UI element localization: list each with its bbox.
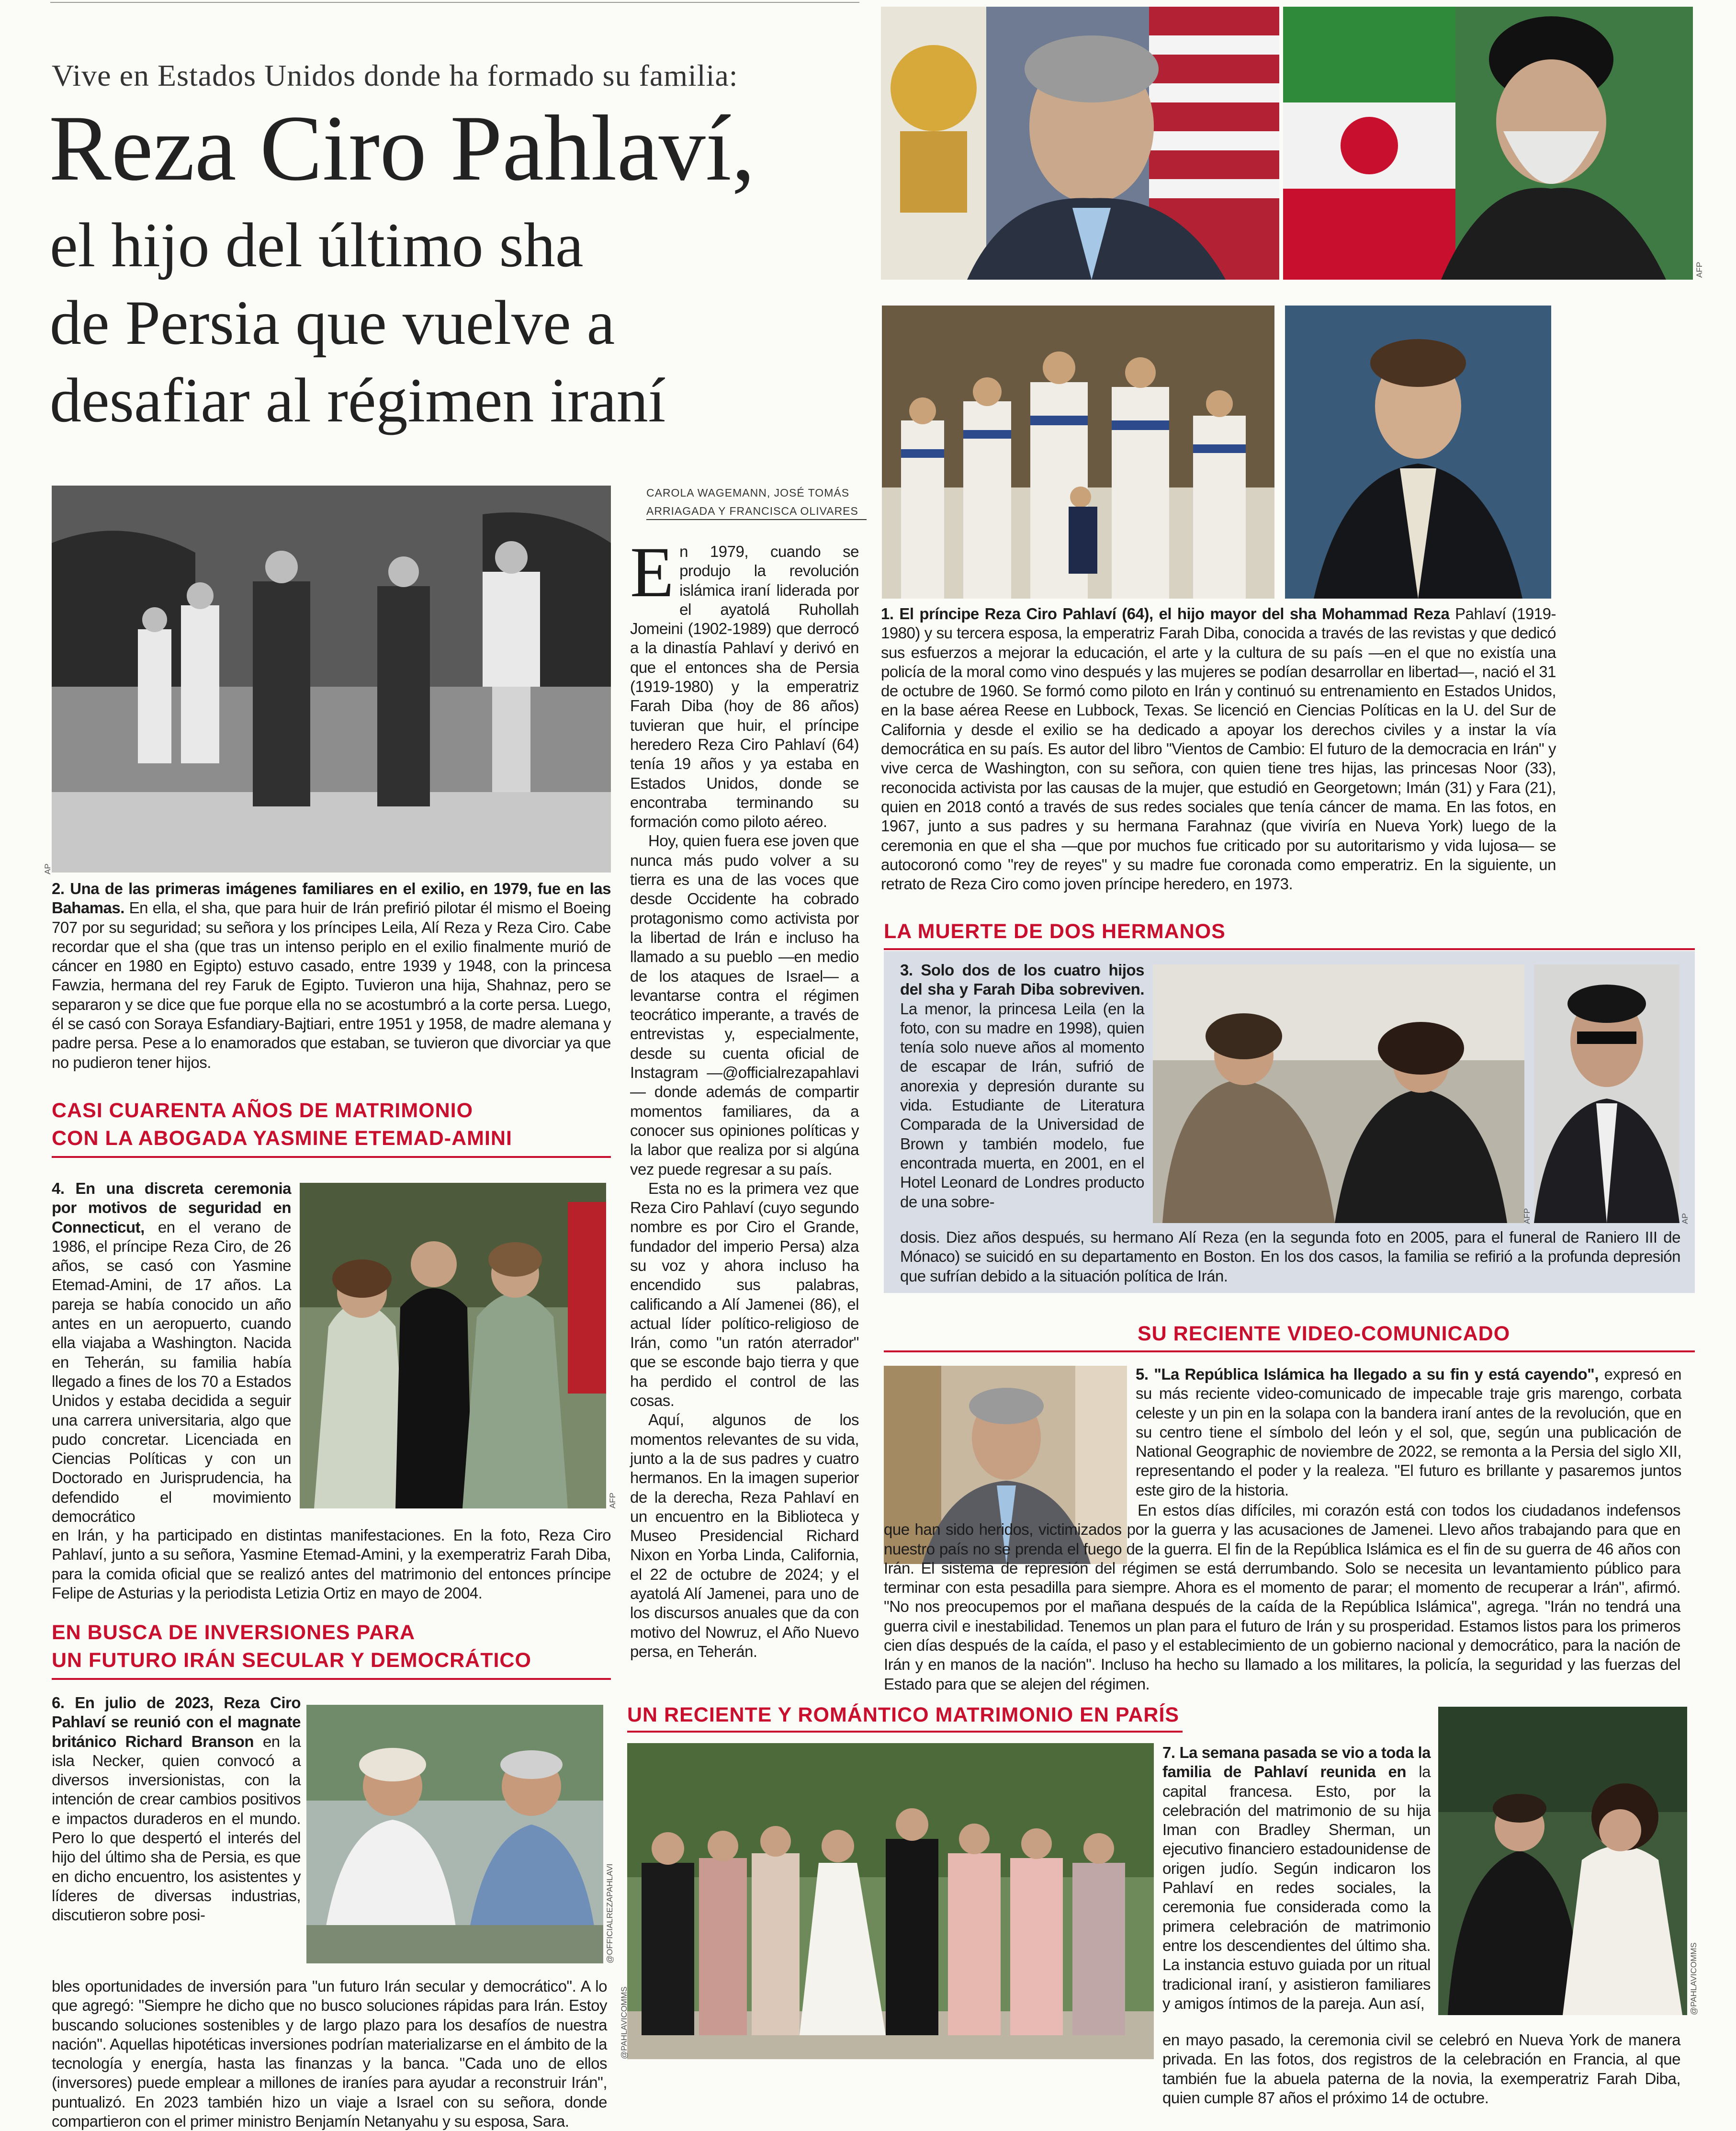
section-title-marriage-2: CON LA ABOGADA YASMINE ETEMAD-AMINI [52, 1127, 512, 1150]
section-rule-video [884, 1350, 1695, 1352]
photo-khamenei [1283, 7, 1693, 280]
section-title-siblings: LA MUERTE DE DOS HERMANOS [884, 920, 1226, 943]
photo-leila-farah-1998 [1153, 964, 1524, 1223]
section-title-video: SU RECIENTE VIDEO-COMUNICADO [1138, 1322, 1511, 1345]
section-rule-marriage [52, 1156, 611, 1158]
caption-4-narrow [52, 1179, 291, 1526]
photo-coronation-1967 [882, 306, 1274, 599]
caption-2-lead: 2. Una de las primeras imágenes familiares en el exilio, en 1979, fue en las Bahamas. [52, 880, 611, 917]
caption-6-text: en la isla Necker, quien convocó a diversos inversionistas, con la intención de crear cambios positivos e impactos duraderos en el mundo. Pero lo que despertó el interés del hijo del último sha de Persia, es que en dicho encuentro, los asistentes y líderes de diversas industrias, discutieron sobre posi- [52, 1732, 301, 1924]
caption-1 [881, 604, 1556, 894]
main-story-p3: Esta no es la primera vez que Reza Ciro Pahlaví (cuyo segundo nombre es por Ciro el Grande, fundador del imperio Persa) alza su voz y ahora incluso ha encendido sus palabras, calificando a Alí Jamenei (86), el actual líder político-religioso de Irán, como "un ratón aterrador" que se esconde bajo tierra y que ha perdido el control de las cosas. [630, 1179, 859, 1410]
photo-wedding-couple [1438, 1707, 1687, 2015]
credit-afp-top: AFP [1695, 261, 1704, 278]
top-rule [50, 2, 859, 3]
caption-6-lead: 6. En julio de 2023, Reza Ciro Pahlaví se reunió con el magnate británico Richard Branson [52, 1694, 301, 1750]
caption-5-text: expresó en su más reciente video-comunicado de impecable traje gris marengo, corbata celeste y un pin en la solapa con la bandera iraní antes de la revolución, que en su centro tiene el símbolo del león y el sol, que, según una publicación de National Geographic de noviembre de 2022, se remonta a la Persia del siglo XII, representando el poder y la realeza. "El futuro es brillante y pasaremos juntos este giro de la historia. [1136, 1365, 1681, 1499]
caption-7-lead: 7. La semana pasada se vio a toda la familia de Pahlaví reunida en [1162, 1744, 1431, 1781]
photo-branson-necker [306, 1705, 603, 1963]
section-rule-investment [52, 1678, 611, 1680]
headline-line-1: Reza Ciro Pahlaví, [49, 96, 755, 200]
main-story-p2: Hoy, quien fuera ese joven que nunca más pudo volver a su tierra es una de las voces que desde Occidente ha cobrado protagonismo como activista por la libertad de Irán e incluso ha llamado a su pueblo —en medio de los ataques de Israel— a levantarse contra el régimen teocrático imperante, a través de entrevistas y, especialmente, desde su cuenta oficial de Instagram —@officialrezapahlavi— donde además de compartir momentos familiares, da a conocer sus opiniones políticas y la labor que realiza por si algúna vez puede regresar a su país. [630, 832, 859, 1178]
dropcap: E [630, 533, 674, 612]
caption-6-wide: bles oportunidades de inversión para "un futuro Irán secular y democrático". A lo que agregó: "Siempre he dicho que no busco soluciones rápidas para Irán. Estoy buscando soluciones sostenibles y de largo plazo para los desafíos de nuestra nación". Aquellas hipotéticas inversiones podrían materializarse en el ámbito de la tecnología y energía, hasta las finanzas y la banca. "Cada uno de ellos (inversores) puede emplear a millones de iraníes para ayudar a reconstruir Irán", puntualizó. En 2023 también hizo un viaje a Israel con su señora, donde compartieron con el primer ministro Benjamín Netanyahu y su esposa, Sara. [52, 1977, 607, 2131]
credit-pahlavicomms-2: @PAHLAVICOMMS [1689, 1942, 1698, 2015]
caption-5-wide: En estos días difíciles, mi corazón está con todos los ciudadanos indefensos que han sido heridos, victimizados por la guerra y las acusaciones de Jamenei. Llevo años trabajando para que en nuestro país no se prenda el fuego de la guerra. El fin de la República Islámica es el fin de su guerra de 46 años con Irán. El sistema de represión del régimen se está derrumbando. Solo se necesita un levantamiento público para terminar con esta pesadilla para siempre. Ahora es el momento de parar; el momento de recuperar a Irán", afirmó. "No nos preocupemos por el mañana después de la caída de la República Islámica", agrega. "Irán no tendrá una guerra civil e inestabilidad. Tenemos un plan para el futuro de Irán y su prosperidad. Estamos listos para los primeros cien días después de la caída, el paso y el establecimiento de un gobierno nacional y democrático, para la nación de Irán y en manos de la nación". Incluso ha hecho su llamado a los militares, la policía, la seguridad y las fuerzas del Estado para que se alejen del régimen. [884, 1501, 1680, 1693]
caption-1-text: Pahlaví (1919-1980) y su tercera esposa, la emperatriz Farah Diba, conocida a través de las revistas y que dedicó sus esfuerzos a mejorar la educación, el arte y la cultura de su país —en el que no existía una policía de la moral como vino después y las mujeres se podían desarrollar en libertad—, nació el 31 de octubre de 1960. Se formó como piloto en Irán y continuó su entrenamiento en Estados Unidos, en la base aérea Reese en Lubbock, Texas. Se licenció en Ciencias Políticas en la U. del Sur de California y desde el exilio se ha dedicado a apoyar los derechos civiles y a instar la vía democrática en su país. Es autor del libro "Vientos de Cambio: El futuro de la democracia en Irán" y vive cerca de Washington, con su señora, con quien tiene tres hijas, las princesas Noor (33), reconocida activista por las causas de la mujer, que estudió en Georgetown; Imán (31) y Fara (21), quien en 2018 contó a través de sus redes sociales que tenía cáncer de mama. En las fotos, en 1967, junto a sus padres y su hermana Farahnaz (que viviría en Nueva York) luego de la ceremonia en que el sha —que por muchos fue criticado por su autoritarismo y vida lujosa— se autocoronó como "rey de reyes" y su madre fue coronada como emperatriz. En la siguiente, un retrato de Reza Ciro como joven príncipe heredero, en 1973. [881, 605, 1556, 893]
byline-line-2: ARRIAGADA Y FRANCISCA OLIVARES [646, 503, 867, 520]
caption-7-text: la capital francesa. Esto, por la celebración del matrimonio de su hija Iman con Bradley Sherman, un ejecutivo financiero estadounidense de origen judío. Según indicaron los Pahlaví en redes sociales, la ceremonia fue considerada como la primera celebración de matrimonio entre los descendientes del último sha. La instancia estuvo guiada por un ritual tradicional iraní, y asistieron familiares y amigos íntimos de la pareja. Aun así, [1162, 1763, 1431, 2012]
credit-official-branson: @OFFICIALREZAPAHLAVI [605, 1863, 614, 1963]
headline-line-3: de Persia que vuelve a [50, 287, 615, 358]
credit-ap-ali-reza: AP [1680, 1213, 1690, 1224]
caption-2 [52, 879, 611, 1072]
credit-afp-madrid: AFP [608, 1492, 617, 1508]
photo-madrid-2004 [300, 1183, 606, 1508]
main-story [630, 533, 859, 1661]
caption-1-lead: 1. El príncipe Reza Ciro Pahlaví (64), el hijo mayor del sha Mohammad Reza [881, 605, 1450, 623]
section-title-investment-1: EN BUSCA DE INVERSIONES PARA [52, 1621, 416, 1644]
caption-7-wide: en mayo pasado, la ceremonia civil se celebró en Nueva York de manera privada. En las fotos, dos registros de la celebración en Francia, al que también fue la abuela paterna de la novia, la exemperatriz Farah Diba, quien cumple 87 años el próximo 14 de octubre. [1162, 2031, 1680, 2107]
main-story-p1: n 1979, cuando se produjo la revolución islámica iraní liderada por el ayatolá Ruhollah Jomeini (1902-1989) que derrocó a la dinastía Pahlaví y derivó en que el entonces sha de Persia (1919-1980) y la emperatriz Farah Diba (hoy de 86 años) tuvieran que huir, el príncipe heredero Reza Ciro Pahlaví (64) tenía 19 años y ya estaba en Estados Unidos, donde se encontraba terminando su formación como piloto aéreo. [630, 543, 859, 831]
section-title-investment-2: UN FUTURO IRÁN SECULAR Y DEMOCRÁTICO [52, 1649, 531, 1672]
byline-line-1: CAROLA WAGEMANN, JOSÉ TOMÁS [646, 487, 850, 499]
caption-2-text: En ella, el sha, que para huir de Irán prefirió pilotar él mismo el Boeing 707 por su seguridad; su señora y los príncipes Leila, Alí Reza y Reza Ciro. Cabe recordar que el sha (que tras un intenso periplo en el exilio finalmente murió de cáncer en 1980 en Egipto) estuvo casado, entre 1939 y 1948, con la princesa Fawzia, hermana del rey Faruk de Egipto. Tuvieron una hija, Shahnaz, pero se separaron y se dice que fue porque ella no se acostumbró a la corte persa. Luego, él se casó con Soraya Esfandiary-Bajtiari, entre 1951 y 1958, de madre alemana y padre persa. Pese a lo enamorados que estaban, se tuvieron que divorciar ya que no pudieron tener hijos. [52, 899, 611, 1071]
caption-4-text: en el verano de 1986, el príncipe Reza Ciro, de 26 años, se casó con Yasmine Etemad-Amini, de 17 años. La pareja se había conocido un año antes en un aeropuerto, cuando ella viajaba a Washington. Nacida en Teherán, su familia había llegado a fines de los 70 a Estados Unidos y estaba decidida a seguir una carrera universitaria, algo que pudo concretar. Licenciada en Ciencias Políticas y con un Doctorado en Jurisprudencia, ha defendido el movimiento democrático [52, 1218, 291, 1526]
caption-3-narrow [900, 961, 1144, 1212]
photo-young-prince-1973 [1285, 306, 1551, 599]
caption-3-lead: 3. Solo dos de los cuatro hijos del sha y Farah Diba sobreviven. [900, 961, 1144, 998]
section-rule-siblings [884, 948, 1695, 950]
section-title-wedding: UN RECIENTE Y ROMÁNTICO MATRIMONIO EN PARÍS [627, 1703, 1180, 1726]
credit-pahlavicomms-1: @PAHLAVICOMMS [620, 1986, 629, 2059]
photo-bahamas-1979 [52, 486, 611, 873]
headline-line-4: desafiar al régimen iraní [50, 365, 666, 435]
credit-ap-bahamas: AP [43, 863, 52, 874]
kicker: Vive en Estados Unidos donde ha formado su familia: [52, 58, 738, 92]
main-story-p4: Aquí, algunos de los momentos relevantes de su vida, junto a la de sus padres y cuatro hermanos. En la imagen superior de la derecha, Reza Pahlaví en un encuentro en la Biblioteca y Museo Presidencial Richard Nixon en Yorba Linda, California, el 22 de octubre de 2024; y el ayatolá Alí Jamenei, para uno de los discursos anuales que da con motivo del Nowruz, el Año Nuevo persa, en Teherán. [630, 1411, 859, 1660]
section-rule-wedding [627, 1731, 1183, 1733]
photo-wedding-family [627, 1743, 1154, 2059]
photo-ali-reza-2005 [1534, 964, 1680, 1223]
caption-6-narrow [52, 1693, 301, 1925]
section-title-marriage-1: CASI CUARENTA AÑOS DE MATRIMONIO [52, 1099, 473, 1122]
caption-3-wide: dosis. Diez años después, su hermano Alí Reza (en la segunda foto en 2005, para el funeral de Raniero III de Mónaco) se suicidó en su departamento en Boston. En los dos casos, la familia se refirió a la profunda depresión que sufrían debido a la situación política de Irán. [900, 1228, 1680, 1285]
caption-3-text: La menor, la princesa Leila (en la foto, con su madre en 1998), quien tenía solo nueve años al momento de escapar de Irán, sufrió de anorexia y depresión durante su vida. Estudiante de Literatura Comparada de la Universidad de Brown y también modelo, fue encontrada muerta, en 2001, en el Hotel Leonard de Londres producto de una sobre- [900, 999, 1144, 1211]
caption-7-narrow [1162, 1743, 1431, 2013]
caption-5-narrow [1136, 1365, 1681, 1500]
caption-4-wide: en Irán, y ha participado en distintas manifestaciones. En la foto, Reza Ciro Pahlaví, junto a su señora, Yasmine Etemad-Amini, y la exemperatriz Farah Diba, para la comida oficial que se realizó antes del matrimonio del entonces príncipe Felipe de Asturias y la periodista Letizia Ortiz en mayo de 2004. [52, 1526, 611, 1602]
credit-afp-leila: AFP [1522, 1208, 1532, 1224]
caption-5-lead: 5. "La República Islámica ha llegado a su fin y está cayendo", [1136, 1365, 1599, 1383]
headline-line-2: el hijo del último sha [50, 210, 584, 280]
caption-4-lead: 4. En una discreta ceremonia por motivos de seguridad en Connecticut, [52, 1179, 291, 1236]
photo-reza-pahlavi-nixon-library [881, 7, 1279, 280]
